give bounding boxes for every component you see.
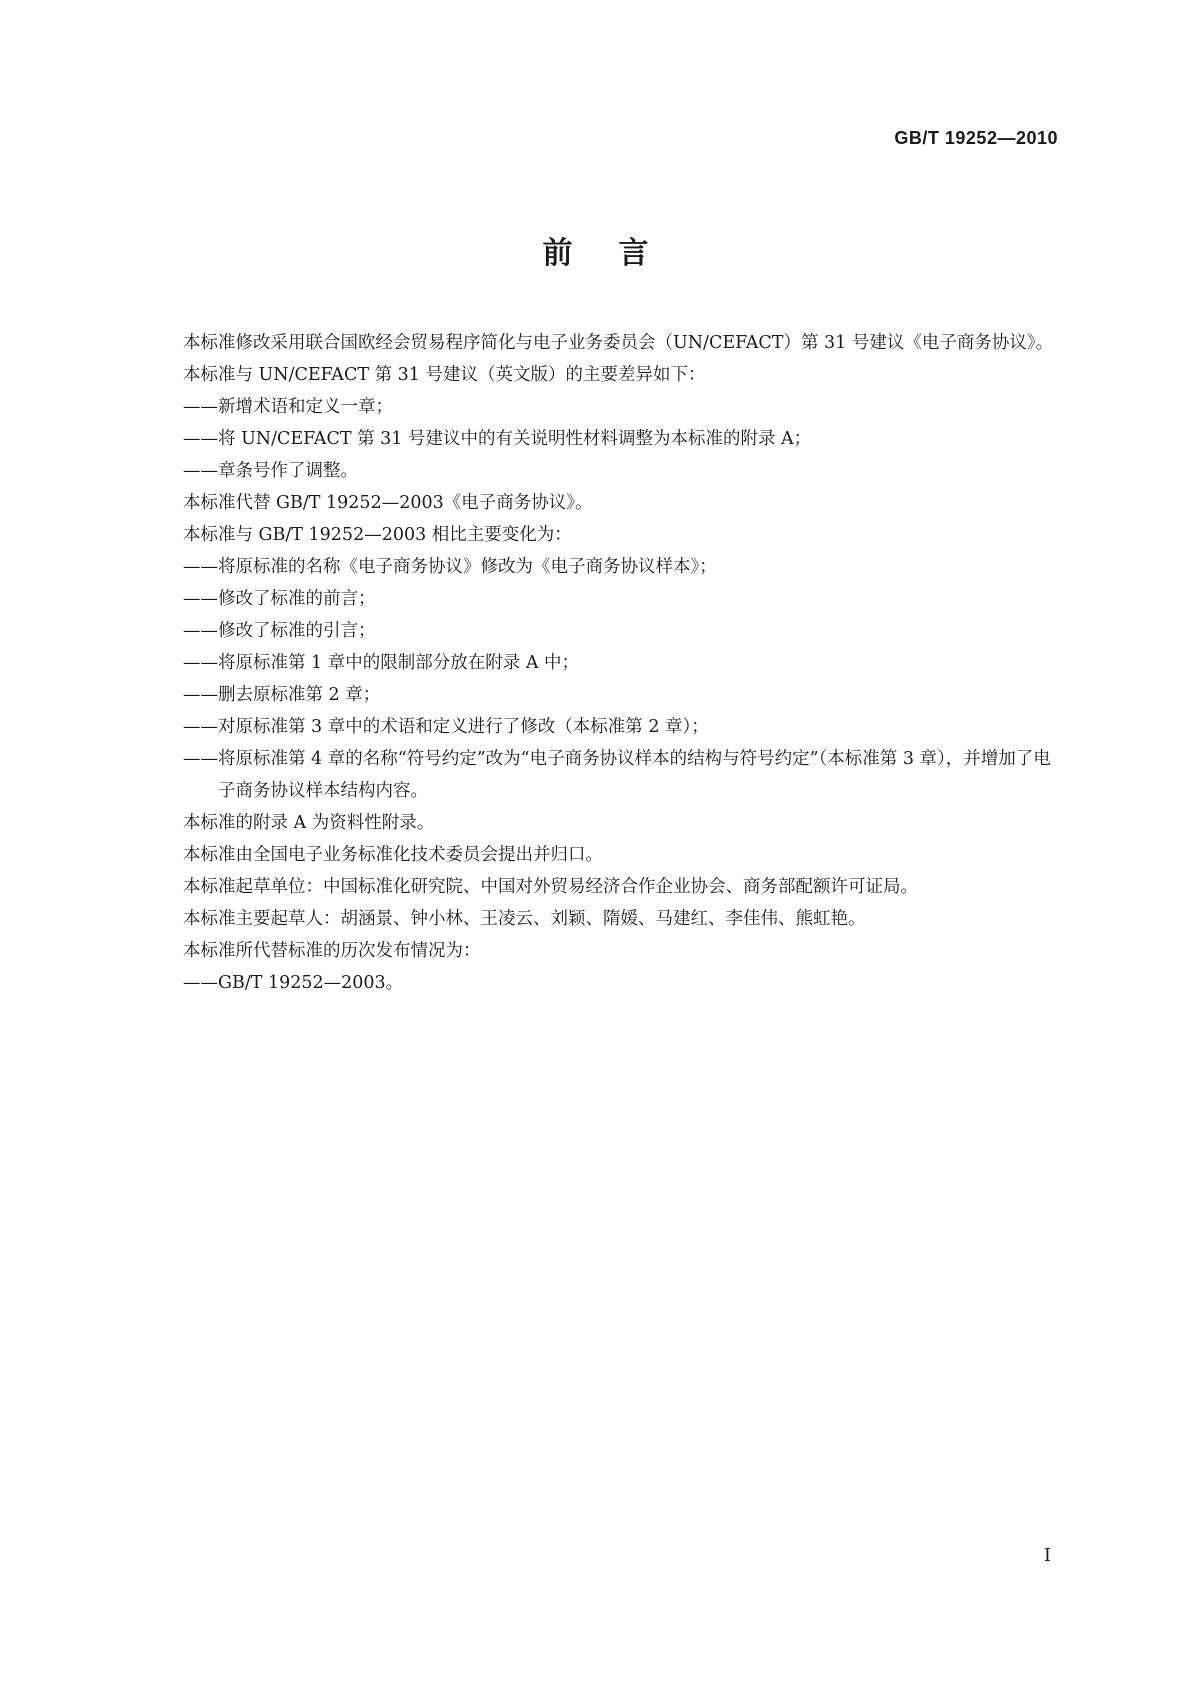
list-item: ——将 UN/CEFACT 第 31 号建议中的有关说明性材料调整为本标准的附录 A；: [183, 429, 812, 449]
list-item: ——将原标准第 4 章的名称“符号约定”改为“电子商务协议样本的结构与符号约定”（本标准第 3 章），并增加了电子商务协议样本结构内容。: [183, 749, 1051, 801]
paragraph: 本标准主要起草人：胡涵景、钟小林、王凌云、刘颖、隋媛、马建红、李佳伟、熊虹艳。: [183, 909, 866, 929]
list-item: ——将原标准第 1 章中的限制部分放在附录 A 中；: [183, 653, 580, 673]
list-item: ——修改了标准的引言；: [183, 621, 376, 641]
page-title: 前言: [542, 236, 695, 271]
list-item: ——对原标准第 3 章中的术语和定义进行了修改（本标准第 2 章）；: [183, 717, 709, 737]
page-number: I: [1043, 1545, 1051, 1566]
paragraph: 本标准代替 GB/T 19252—2003《电子商务协议》。: [183, 493, 593, 513]
list-item: ——修改了标准的前言；: [183, 589, 376, 609]
paragraph: 本标准由全国电子业务标准化技术委员会提出并归口。: [183, 845, 603, 865]
paragraph: 本标准起草单位：中国标准化研究院、中国对外贸易经济合作企业协会、商务部配额许可证局。: [183, 877, 918, 897]
paragraph: 本标准所代替标准的历次发布情况为：: [183, 941, 481, 961]
paragraph: 本标准与 UN/CEFACT 第 31 号建议（英文版）的主要差异如下：: [183, 365, 706, 385]
list-item: ——删去原标准第 2 章；: [183, 685, 381, 705]
preface-body: [148, 327, 1058, 999]
list-item: ——章条号作了调整。: [183, 461, 358, 481]
list-item: ——新增术语和定义一章；: [183, 397, 393, 417]
list-item: ——GB/T 19252—2003。: [183, 973, 404, 993]
paragraph: 本标准修改采用联合国欧经会贸易程序简化与电子业务委员会（UN/CEFACT）第 31 号建议《电子商务协议》。: [183, 333, 1054, 353]
standard-code: GB/T 19252—2010: [894, 128, 1058, 148]
list-item: ——将原标准的名称《电子商务协议》修改为《电子商务协议样本》；: [183, 557, 717, 577]
paragraph: 本标准与 GB/T 19252—2003 相比主要变化为：: [183, 525, 572, 545]
paragraph: 本标准的附录 A 为资料性附录。: [183, 813, 435, 833]
